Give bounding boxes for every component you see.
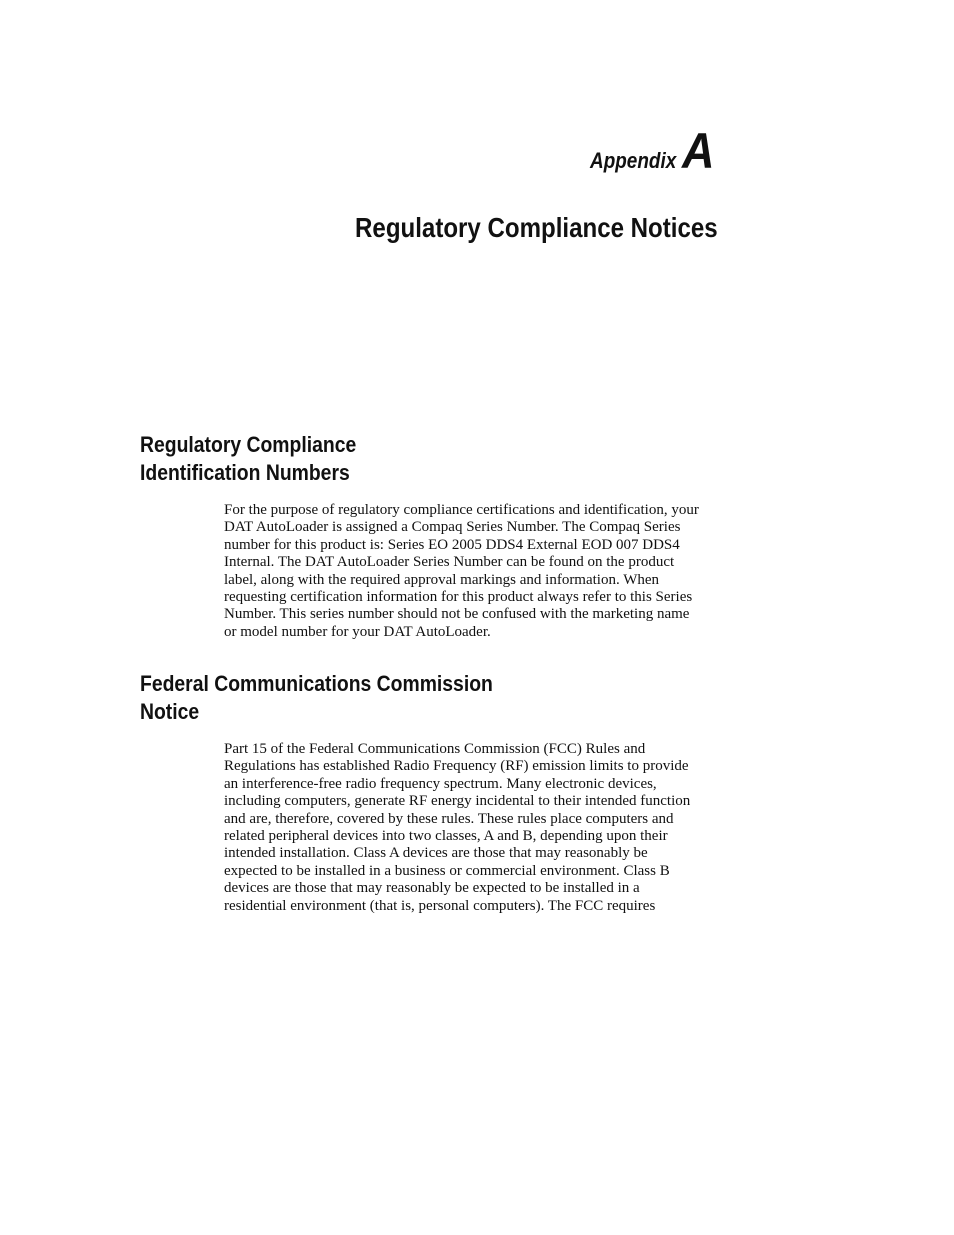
text-line: residential environment (that is, personal computers). The FCC requires (224, 897, 656, 914)
text-line: For the purpose of regulatory compliance certifications and identification, your (224, 502, 699, 518)
text-line: Number. This series number should not be confused with the marketing name (224, 606, 690, 623)
text-line: including computers, generate RF energy incidental to their intended function (224, 793, 691, 810)
section-heading-fcc-notice (140, 670, 493, 726)
text-line: and are, therefore, covered by these rules. These rules place computers and (224, 810, 674, 827)
appendix-label (576, 123, 718, 179)
text-line: related peripheral devices into two classes, A and B, depending upon their (224, 828, 668, 845)
text-line: Regulations has established Radio Frequency (RF) emission limits to provide (224, 758, 689, 775)
heading-line: Identification Numbers (140, 460, 350, 485)
section-heading-regulatory-identification (140, 431, 356, 487)
text-line: or model number for your DAT AutoLoader. (224, 623, 491, 640)
text-line: Part 15 of the Federal Communications Commission (FCC) Rules and (224, 741, 646, 757)
text-line: requesting certification information for this product always refer to this Series (224, 589, 693, 606)
heading-line: Federal Communications Commission (140, 671, 493, 696)
text-line: DAT AutoLoader is assigned a Compaq Series Number. The Compaq Series (224, 519, 681, 536)
text-line: intended installation. Class A devices are those that may reasonably be (224, 845, 648, 862)
text-line: number for this product is: Series EO 2005 DDS4 External EOD 007 DDS4 (224, 536, 680, 553)
text-line: expected to be installed in a business or commercial environment. Class B (224, 862, 670, 879)
text-line: Internal. The DAT AutoLoader Series Number can be found on the product (224, 554, 675, 571)
text-line: an interference-free radio frequency spectrum. Many electronic devices, (224, 775, 657, 792)
paragraph-regulatory-identification (224, 502, 724, 641)
paragraph-fcc-notice (224, 741, 724, 915)
appendix-letter: A (681, 123, 715, 179)
text-line: devices are those that may reasonably be expected to be installed in a (224, 880, 640, 897)
heading-line: Regulatory Compliance (140, 432, 357, 457)
text-line: label, along with the required approval markings and information. When (224, 571, 660, 588)
appendix-word: Appendix (589, 148, 676, 173)
chapter-title: Regulatory Compliance Notices (355, 212, 718, 243)
heading-line: Notice (140, 699, 200, 724)
